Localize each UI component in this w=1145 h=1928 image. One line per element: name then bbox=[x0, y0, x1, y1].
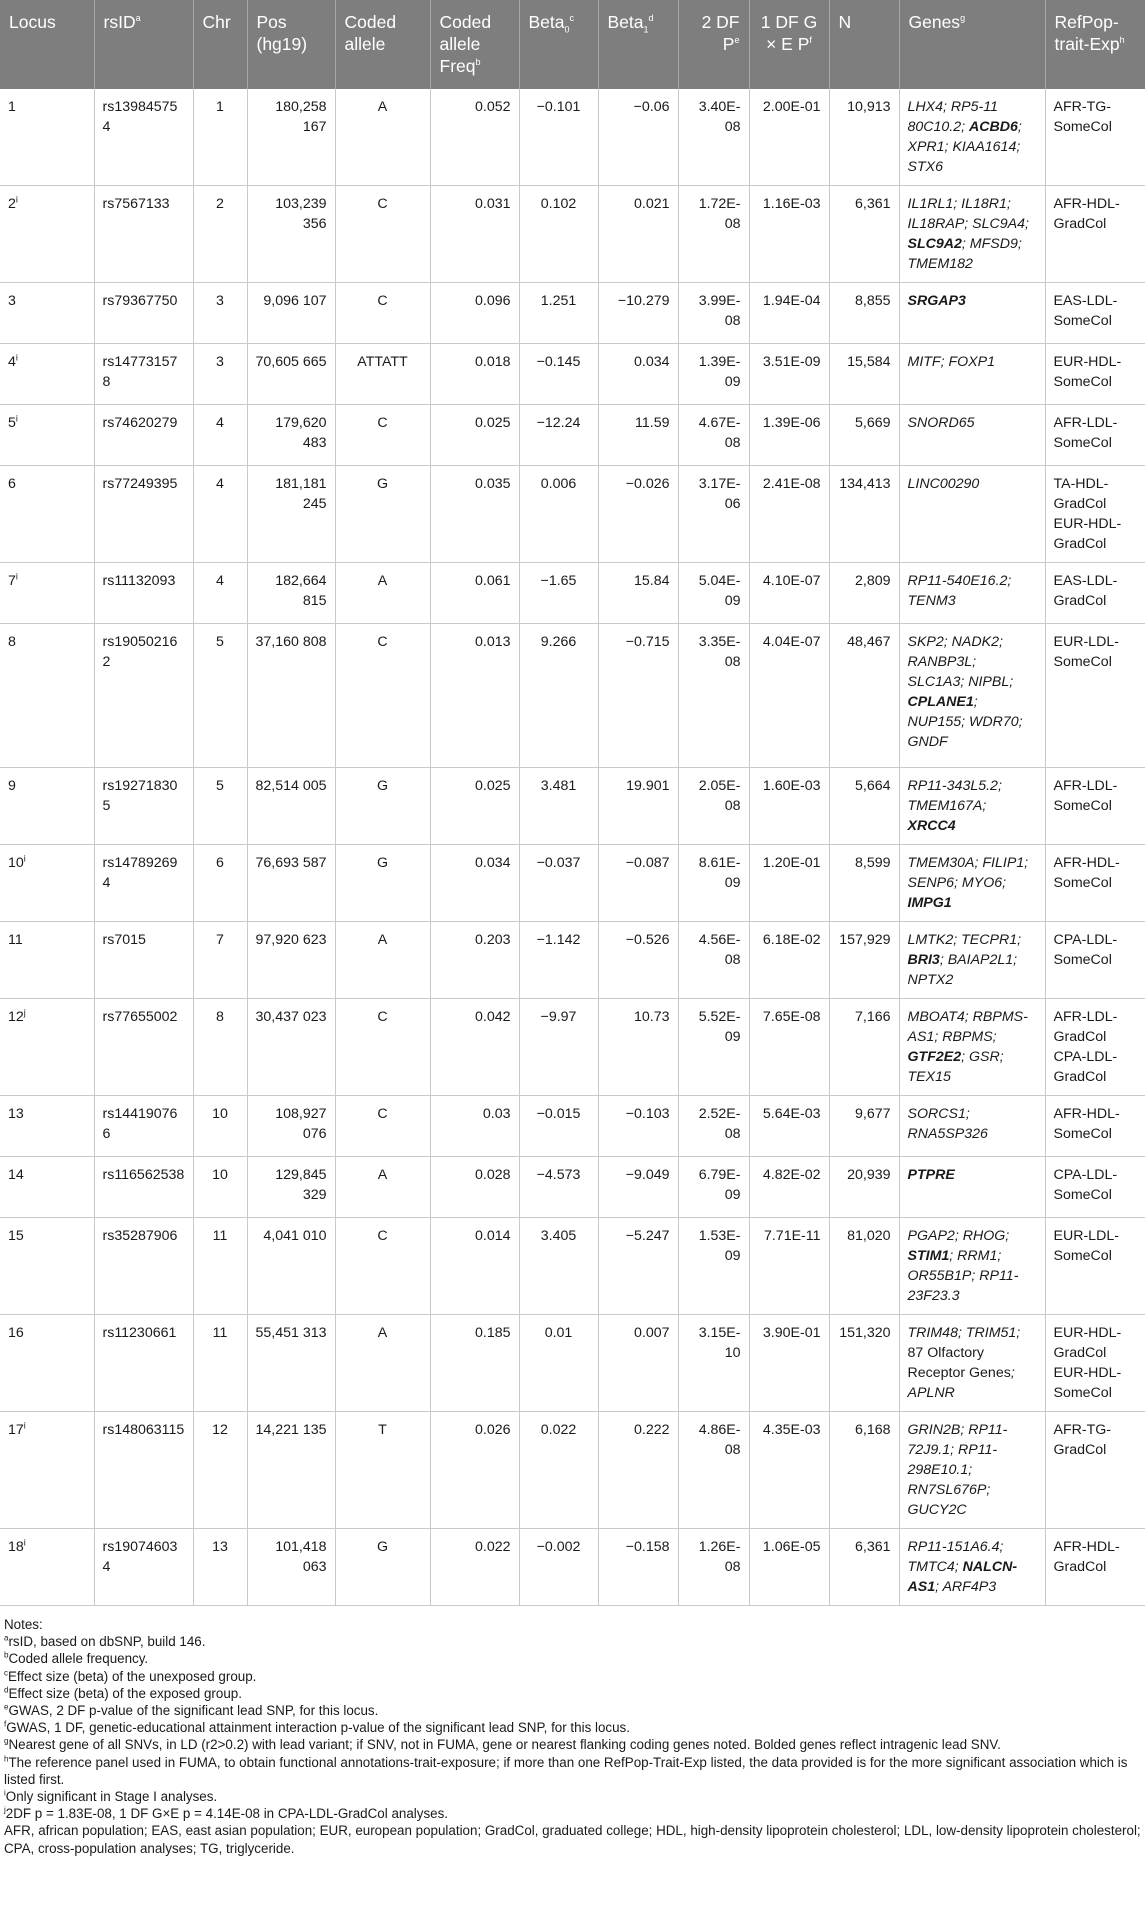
cell-n: 48,467 bbox=[829, 624, 899, 768]
cell-pos: 55,451 313 bbox=[247, 1315, 335, 1412]
cell-rsid: rs79367750 bbox=[94, 283, 193, 344]
cell-chr: 3 bbox=[193, 344, 247, 405]
cell-chr: 4 bbox=[193, 405, 247, 466]
cell-beta0: −0.037 bbox=[519, 845, 598, 922]
cell-rsid: rs77655002 bbox=[94, 999, 193, 1096]
cell-n: 5,664 bbox=[829, 768, 899, 845]
notes-title: Notes: bbox=[4, 1617, 43, 1632]
cell-coded-allele: C bbox=[335, 624, 430, 768]
table-row bbox=[0, 344, 1145, 405]
cell-locus: 1 bbox=[0, 89, 94, 186]
cell-coded-freq: 0.028 bbox=[430, 1157, 519, 1218]
cell-refpop: AFR-TG-SomeCol bbox=[1045, 89, 1145, 186]
cell-beta0: −1.142 bbox=[519, 922, 598, 999]
cell-refpop: EUR-HDL-SomeCol bbox=[1045, 344, 1145, 405]
cell-genes: LINC00290 bbox=[899, 466, 1045, 563]
cell-beta0: 0.022 bbox=[519, 1412, 598, 1529]
cell-coded-allele: C bbox=[335, 186, 430, 283]
cell-beta0: −1.65 bbox=[519, 563, 598, 624]
cell-locus: 6 bbox=[0, 466, 94, 563]
cell-2df-p: 3.35E-08 bbox=[678, 624, 749, 768]
cell-refpop: AFR-LDL-SomeCol bbox=[1045, 405, 1145, 466]
cell-pos: 129,845 329 bbox=[247, 1157, 335, 1218]
cell-genes: MBOAT4; RBPMS-AS1; RBPMS; GTF2E2; GSR; TEX15 bbox=[899, 999, 1045, 1096]
table-row bbox=[0, 89, 1145, 186]
cell-locus: 5$^i$ bbox=[0, 405, 94, 466]
cell-beta0: −0.101 bbox=[519, 89, 598, 186]
cell-beta1: −0.06 bbox=[598, 89, 678, 186]
cell-genes: PTPRE bbox=[899, 1157, 1045, 1218]
cell-refpop: AFR-HDL-SomeCol bbox=[1045, 845, 1145, 922]
cell-beta1: 0.222 bbox=[598, 1412, 678, 1529]
cell-genes: PGAP2; RHOG; STIM1; RRM1; OR55B1P; RP11-23F23.3 bbox=[899, 1218, 1045, 1315]
cell-pos: 70,605 665 bbox=[247, 344, 335, 405]
cell-genes: SRGAP3 bbox=[899, 283, 1045, 344]
cell-beta0: 1.251 bbox=[519, 283, 598, 344]
cell-coded-freq: 0.052 bbox=[430, 89, 519, 186]
cell-refpop: AFR-HDL-SomeCol bbox=[1045, 1096, 1145, 1157]
cell-refpop: CPA-LDL-SomeCol bbox=[1045, 922, 1145, 999]
header-pos: Pos (hg19) bbox=[247, 0, 335, 89]
cell-beta0: −9.97 bbox=[519, 999, 598, 1096]
cell-chr: 4 bbox=[193, 563, 247, 624]
cell-chr: 2 bbox=[193, 186, 247, 283]
cell-locus: 2$^i$ bbox=[0, 186, 94, 283]
cell-1df-gxe-p: 4.10E-07 bbox=[749, 563, 829, 624]
notes-list bbox=[4, 1633, 1145, 1822]
cell-genes: TRIM48; TRIM51; 87 Olfactory Receptor Genes; APLNR bbox=[899, 1315, 1045, 1412]
header-beta1: Beta$_1^d$ bbox=[598, 0, 678, 89]
table-row bbox=[0, 999, 1145, 1096]
cell-beta0: 0.102 bbox=[519, 186, 598, 283]
cell-beta1: 15.84 bbox=[598, 563, 678, 624]
cell-coded-allele: A bbox=[335, 1315, 430, 1412]
cell-coded-allele: A bbox=[335, 563, 430, 624]
cell-locus: 9 bbox=[0, 768, 94, 845]
cell-pos: 180,258 167 bbox=[247, 89, 335, 186]
cell-coded-freq: 0.025 bbox=[430, 405, 519, 466]
cell-coded-freq: 0.035 bbox=[430, 466, 519, 563]
cell-genes: RP11-151A6.4; TMTC4; NALCN-AS1; ARF4P3 bbox=[899, 1529, 1045, 1606]
header-1df-gxe-p: 1 DF G × E $P^f$ bbox=[749, 0, 829, 89]
cell-rsid: rs116562538 bbox=[94, 1157, 193, 1218]
cell-locus: 18$^i$ bbox=[0, 1529, 94, 1606]
cell-1df-gxe-p: 7.71E-11 bbox=[749, 1218, 829, 1315]
header-chr: Chr bbox=[193, 0, 247, 89]
note-item: $^g$Nearest gene of all SNVs, in LD (r2>0.2) with lead variant; if SNV, not in FUMA, gene or nearest flanking coding genes noted. Bolded genes reflect intragenic lead SNV. bbox=[4, 1736, 1001, 1753]
cell-chr: 13 bbox=[193, 1529, 247, 1606]
table-row bbox=[0, 1529, 1145, 1606]
cell-locus: 10$^i$ bbox=[0, 845, 94, 922]
header-2df-p: 2 DF $P^e$ bbox=[678, 0, 749, 89]
cell-beta1: 10.73 bbox=[598, 999, 678, 1096]
cell-genes: RP11-343L5.2; TMEM167A; XRCC4 bbox=[899, 768, 1045, 845]
cell-beta1: 19.901 bbox=[598, 768, 678, 845]
cell-chr: 1 bbox=[193, 89, 247, 186]
cell-pos: 14,221 135 bbox=[247, 1412, 335, 1529]
cell-1df-gxe-p: 6.18E-02 bbox=[749, 922, 829, 999]
cell-chr: 7 bbox=[193, 922, 247, 999]
note-item: $^i$Only significant in Stage I analyses. bbox=[4, 1788, 218, 1805]
cell-coded-allele: C bbox=[335, 1096, 430, 1157]
cell-locus: 14 bbox=[0, 1157, 94, 1218]
cell-n: 6,361 bbox=[829, 1529, 899, 1606]
cell-locus: 7$^i$ bbox=[0, 563, 94, 624]
cell-2df-p: 8.61E-09 bbox=[678, 845, 749, 922]
cell-locus: 15 bbox=[0, 1218, 94, 1315]
cell-n: 10,913 bbox=[829, 89, 899, 186]
cell-beta1: 0.021 bbox=[598, 186, 678, 283]
table-row bbox=[0, 405, 1145, 466]
note-item: $^c$Effect size (beta) of the unexposed group. bbox=[4, 1668, 257, 1684]
table-row bbox=[0, 1157, 1145, 1218]
cell-n: 134,413 bbox=[829, 466, 899, 563]
cell-beta0: −12.24 bbox=[519, 405, 598, 466]
cell-2df-p: 4.56E-08 bbox=[678, 922, 749, 999]
cell-pos: 182,664 815 bbox=[247, 563, 335, 624]
cell-beta0: −0.015 bbox=[519, 1096, 598, 1157]
cell-1df-gxe-p: 5.64E-03 bbox=[749, 1096, 829, 1157]
table-row bbox=[0, 624, 1145, 768]
cell-2df-p: 1.26E-08 bbox=[678, 1529, 749, 1606]
cell-chr: 8 bbox=[193, 999, 247, 1096]
cell-2df-p: 5.52E-09 bbox=[678, 999, 749, 1096]
note-item: $^j$2DF p = 1.83E-08, 1 DF G×E p = 4.14E-08 in CPA-LDL-GradCol analyses. bbox=[4, 1805, 449, 1822]
cell-coded-freq: 0.031 bbox=[430, 186, 519, 283]
cell-rsid: rs11230661 bbox=[94, 1315, 193, 1412]
note-item: $^f$GWAS, 1 DF, genetic-educational attainment interaction p-value of the significant lead SNP, for this locus. bbox=[4, 1719, 630, 1736]
cell-coded-allele: A bbox=[335, 922, 430, 999]
cell-rsid: rs147731578 bbox=[94, 344, 193, 405]
cell-coded-allele: T bbox=[335, 1412, 430, 1529]
cell-refpop: AFR-LDL-GradCol CPA-LDL-GradCol bbox=[1045, 999, 1145, 1096]
cell-n: 157,929 bbox=[829, 922, 899, 999]
cell-genes: MITF; FOXP1 bbox=[899, 344, 1045, 405]
cell-1df-gxe-p: 4.35E-03 bbox=[749, 1412, 829, 1529]
cell-genes: RP11-540E16.2; TENM3 bbox=[899, 563, 1045, 624]
cell-pos: 82,514 005 bbox=[247, 768, 335, 845]
cell-chr: 11 bbox=[193, 1218, 247, 1315]
cell-2df-p: 6.79E-09 bbox=[678, 1157, 749, 1218]
cell-coded-freq: 0.014 bbox=[430, 1218, 519, 1315]
cell-refpop: EAS-LDL-GradCol bbox=[1045, 563, 1145, 624]
cell-locus: 8 bbox=[0, 624, 94, 768]
cell-n: 81,020 bbox=[829, 1218, 899, 1315]
cell-genes: SNORD65 bbox=[899, 405, 1045, 466]
cell-locus: 3 bbox=[0, 283, 94, 344]
header-coded-freq: Coded allele Freq$^b$ bbox=[430, 0, 519, 89]
cell-pos: 101,418 063 bbox=[247, 1529, 335, 1606]
cell-chr: 4 bbox=[193, 466, 247, 563]
cell-n: 15,584 bbox=[829, 344, 899, 405]
cell-pos: 108,927 076 bbox=[247, 1096, 335, 1157]
cell-refpop: AFR-HDL-GradCol bbox=[1045, 186, 1145, 283]
cell-genes: SORCS1; RNA5SP326 bbox=[899, 1096, 1045, 1157]
cell-locus: 4$^i$ bbox=[0, 344, 94, 405]
cell-n: 151,320 bbox=[829, 1315, 899, 1412]
cell-chr: 12 bbox=[193, 1412, 247, 1529]
cell-1df-gxe-p: 4.82E-02 bbox=[749, 1157, 829, 1218]
cell-chr: 5 bbox=[193, 768, 247, 845]
cell-coded-freq: 0.061 bbox=[430, 563, 519, 624]
cell-genes: LHX4; RP5-11 80C10.2; ACBD6; XPR1; KIAA1614; STX6 bbox=[899, 89, 1045, 186]
cell-beta0: 0.006 bbox=[519, 466, 598, 563]
cell-coded-allele: C bbox=[335, 283, 430, 344]
cell-beta1: 0.034 bbox=[598, 344, 678, 405]
cell-coded-freq: 0.185 bbox=[430, 1315, 519, 1412]
cell-locus: 11 bbox=[0, 922, 94, 999]
cell-coded-allele: G bbox=[335, 1529, 430, 1606]
cell-n: 5,669 bbox=[829, 405, 899, 466]
cell-chr: 5 bbox=[193, 624, 247, 768]
cell-rsid: rs77249395 bbox=[94, 466, 193, 563]
cell-n: 20,939 bbox=[829, 1157, 899, 1218]
cell-1df-gxe-p: 1.16E-03 bbox=[749, 186, 829, 283]
table-row bbox=[0, 186, 1145, 283]
cell-2df-p: 2.05E-08 bbox=[678, 768, 749, 845]
cell-coded-allele: C bbox=[335, 405, 430, 466]
cell-pos: 103,239 356 bbox=[247, 186, 335, 283]
cell-rsid: rs7567133 bbox=[94, 186, 193, 283]
cell-1df-gxe-p: 2.41E-08 bbox=[749, 466, 829, 563]
note-item: $^e$GWAS, 2 DF p-value of the significant lead SNP, for this locus. bbox=[4, 1702, 379, 1719]
table-notes bbox=[0, 1606, 1145, 1857]
cell-2df-p: 2.52E-08 bbox=[678, 1096, 749, 1157]
cell-beta1: −10.279 bbox=[598, 283, 678, 344]
cell-coded-freq: 0.026 bbox=[430, 1412, 519, 1529]
cell-coded-freq: 0.203 bbox=[430, 922, 519, 999]
cell-locus: 16 bbox=[0, 1315, 94, 1412]
cell-1df-gxe-p: 1.39E-06 bbox=[749, 405, 829, 466]
cell-rsid: rs144190766 bbox=[94, 1096, 193, 1157]
cell-refpop: CPA-LDL-SomeCol bbox=[1045, 1157, 1145, 1218]
cell-refpop: AFR-TG-GradCol bbox=[1045, 1412, 1145, 1529]
cell-coded-freq: 0.096 bbox=[430, 283, 519, 344]
table-row bbox=[0, 1096, 1145, 1157]
cell-beta0: 3.405 bbox=[519, 1218, 598, 1315]
cell-coded-allele: G bbox=[335, 768, 430, 845]
cell-coded-freq: 0.025 bbox=[430, 768, 519, 845]
header-rsid: rsID$^a$ bbox=[94, 0, 193, 89]
cell-refpop: EAS-LDL-SomeCol bbox=[1045, 283, 1145, 344]
cell-genes: IL1RL1; IL18R1; IL18RAP; SLC9A4; SLC9A2; MFSD9; TMEM182 bbox=[899, 186, 1045, 283]
cell-beta0: −0.145 bbox=[519, 344, 598, 405]
cell-coded-allele: ATTATT bbox=[335, 344, 430, 405]
cell-1df-gxe-p: 1.94E-04 bbox=[749, 283, 829, 344]
cell-n: 8,599 bbox=[829, 845, 899, 922]
cell-2df-p: 4.86E-08 bbox=[678, 1412, 749, 1529]
cell-coded-allele: C bbox=[335, 1218, 430, 1315]
cell-beta1: −0.158 bbox=[598, 1529, 678, 1606]
cell-pos: 4,041 010 bbox=[247, 1218, 335, 1315]
cell-n: 6,361 bbox=[829, 186, 899, 283]
cell-2df-p: 5.04E-09 bbox=[678, 563, 749, 624]
cell-chr: 6 bbox=[193, 845, 247, 922]
cell-coded-freq: 0.022 bbox=[430, 1529, 519, 1606]
header-refpop: RefPop-trait-Exp$^h$ bbox=[1045, 0, 1145, 89]
table-row bbox=[0, 845, 1145, 922]
cell-beta0: −0.002 bbox=[519, 1529, 598, 1606]
cell-refpop: EUR-LDL-SomeCol bbox=[1045, 1218, 1145, 1315]
cell-2df-p: 1.72E-08 bbox=[678, 186, 749, 283]
cell-2df-p: 1.53E-09 bbox=[678, 1218, 749, 1315]
table-body bbox=[0, 89, 1145, 1606]
cell-rsid: rs74620279 bbox=[94, 405, 193, 466]
table-row bbox=[0, 563, 1145, 624]
cell-rsid: rs7015 bbox=[94, 922, 193, 999]
cell-2df-p: 3.40E-08 bbox=[678, 89, 749, 186]
cell-refpop: EUR-LDL-SomeCol bbox=[1045, 624, 1145, 768]
notes-abbreviations: AFR, african population; EAS, east asian population; EUR, european population; GradCol, graduated college; HDL, high-density lipoprotein cholesterol; LDL, low-density lipoprotein cholesterol; CPA, cross-population analyses; TG, triglyceride. bbox=[4, 1823, 1141, 1856]
table-header bbox=[0, 0, 1145, 89]
cell-chr: 3 bbox=[193, 283, 247, 344]
cell-beta1: −5.247 bbox=[598, 1218, 678, 1315]
cell-pos: 181,181 245 bbox=[247, 466, 335, 563]
cell-rsid: rs192718305 bbox=[94, 768, 193, 845]
cell-n: 8,855 bbox=[829, 283, 899, 344]
cell-coded-freq: 0.03 bbox=[430, 1096, 519, 1157]
cell-1df-gxe-p: 1.06E-05 bbox=[749, 1529, 829, 1606]
cell-rsid: rs148063115 bbox=[94, 1412, 193, 1529]
cell-chr: 10 bbox=[193, 1157, 247, 1218]
cell-rsid: rs139845754 bbox=[94, 89, 193, 186]
cell-beta1: −0.103 bbox=[598, 1096, 678, 1157]
cell-coded-freq: 0.018 bbox=[430, 344, 519, 405]
cell-beta0: 3.481 bbox=[519, 768, 598, 845]
cell-n: 6,168 bbox=[829, 1412, 899, 1529]
note-item: $^h$The reference panel used in FUMA, to obtain functional annotations-trait-exposure; if more than one RefPop-Trait-Exp listed, the data provided is for the more significant association which is listed first. bbox=[4, 1754, 1128, 1787]
table-row bbox=[0, 466, 1145, 563]
cell-coded-allele: A bbox=[335, 89, 430, 186]
note-item: $^d$Effect size (beta) of the exposed group. bbox=[4, 1685, 242, 1701]
table-row bbox=[0, 283, 1145, 344]
cell-pos: 97,920 623 bbox=[247, 922, 335, 999]
table-row bbox=[0, 922, 1145, 999]
cell-pos: 179,620 483 bbox=[247, 405, 335, 466]
cell-beta0: 0.01 bbox=[519, 1315, 598, 1412]
cell-1df-gxe-p: 1.60E-03 bbox=[749, 768, 829, 845]
cell-rsid: rs190502162 bbox=[94, 624, 193, 768]
cell-locus: 12$^j$ bbox=[0, 999, 94, 1096]
header-n: N bbox=[829, 0, 899, 89]
cell-n: 7,166 bbox=[829, 999, 899, 1096]
cell-pos: 76,693 587 bbox=[247, 845, 335, 922]
cell-beta1: −9.049 bbox=[598, 1157, 678, 1218]
cell-1df-gxe-p: 7.65E-08 bbox=[749, 999, 829, 1096]
header-beta0: Beta$_0^c$ bbox=[519, 0, 598, 89]
cell-1df-gxe-p: 1.20E-01 bbox=[749, 845, 829, 922]
cell-beta0: −4.573 bbox=[519, 1157, 598, 1218]
cell-beta1: −0.087 bbox=[598, 845, 678, 922]
cell-coded-freq: 0.034 bbox=[430, 845, 519, 922]
cell-coded-allele: C bbox=[335, 999, 430, 1096]
cell-n: 9,677 bbox=[829, 1096, 899, 1157]
table-row bbox=[0, 768, 1145, 845]
cell-beta1: 11.59 bbox=[598, 405, 678, 466]
cell-refpop: AFR-HDL-GradCol bbox=[1045, 1529, 1145, 1606]
cell-rsid: rs190746034 bbox=[94, 1529, 193, 1606]
cell-genes: TMEM30A; FILIP1; SENP6; MYO6; IMPG1 bbox=[899, 845, 1045, 922]
table-row bbox=[0, 1315, 1145, 1412]
cell-coded-freq: 0.013 bbox=[430, 624, 519, 768]
cell-rsid: rs35287906 bbox=[94, 1218, 193, 1315]
cell-coded-allele: G bbox=[335, 845, 430, 922]
cell-refpop: EUR-HDL-GradCol EUR-HDL-SomeCol bbox=[1045, 1315, 1145, 1412]
cell-genes: GRIN2B; RP11-72J9.1; RP11-298E10.1; RN7SL676P; GUCY2C bbox=[899, 1412, 1045, 1529]
header-coded-allele: Coded allele bbox=[335, 0, 430, 89]
cell-2df-p: 1.39E-09 bbox=[678, 344, 749, 405]
cell-coded-allele: A bbox=[335, 1157, 430, 1218]
header-genes: Genes$^g$ bbox=[899, 0, 1045, 89]
cell-1df-gxe-p: 4.04E-07 bbox=[749, 624, 829, 768]
cell-beta1: −0.526 bbox=[598, 922, 678, 999]
cell-beta1: −0.715 bbox=[598, 624, 678, 768]
cell-2df-p: 3.15E-10 bbox=[678, 1315, 749, 1412]
cell-rsid: rs147892694 bbox=[94, 845, 193, 922]
cell-n: 2,809 bbox=[829, 563, 899, 624]
cell-2df-p: 3.99E-08 bbox=[678, 283, 749, 344]
header-locus: Locus bbox=[0, 0, 94, 89]
cell-pos: 37,160 808 bbox=[247, 624, 335, 768]
cell-1df-gxe-p: 3.90E-01 bbox=[749, 1315, 829, 1412]
cell-refpop: TA-HDL-GradCol EUR-HDL-GradCol bbox=[1045, 466, 1145, 563]
cell-rsid: rs11132093 bbox=[94, 563, 193, 624]
cell-pos: 30,437 023 bbox=[247, 999, 335, 1096]
cell-chr: 11 bbox=[193, 1315, 247, 1412]
cell-coded-freq: 0.042 bbox=[430, 999, 519, 1096]
note-item: $^b$Coded allele frequency. bbox=[4, 1650, 149, 1667]
cell-1df-gxe-p: 3.51E-09 bbox=[749, 344, 829, 405]
cell-locus: 13 bbox=[0, 1096, 94, 1157]
note-item: $^a$rsID, based on dbSNP, build 146. bbox=[4, 1633, 206, 1650]
cell-pos: 9,096 107 bbox=[247, 283, 335, 344]
table-row bbox=[0, 1412, 1145, 1529]
cell-locus: 17$^i$ bbox=[0, 1412, 94, 1529]
cell-beta1: −0.026 bbox=[598, 466, 678, 563]
cell-refpop: AFR-LDL-SomeCol bbox=[1045, 768, 1145, 845]
cell-genes: SKP2; NADK2; RANBP3L; SLC1A3; NIPBL; CPLANE1; NUP155; WDR70; GNDF bbox=[899, 624, 1045, 768]
cell-1df-gxe-p: 2.00E-01 bbox=[749, 89, 829, 186]
cell-2df-p: 4.67E-08 bbox=[678, 405, 749, 466]
table-row bbox=[0, 1218, 1145, 1315]
cell-chr: 10 bbox=[193, 1096, 247, 1157]
cell-genes: LMTK2; TECPR1; BRI3; BAIAP2L1; NPTX2 bbox=[899, 922, 1045, 999]
cell-2df-p: 3.17E-06 bbox=[678, 466, 749, 563]
cell-coded-allele: G bbox=[335, 466, 430, 563]
cell-beta0: 9.266 bbox=[519, 624, 598, 768]
cell-beta1: 0.007 bbox=[598, 1315, 678, 1412]
